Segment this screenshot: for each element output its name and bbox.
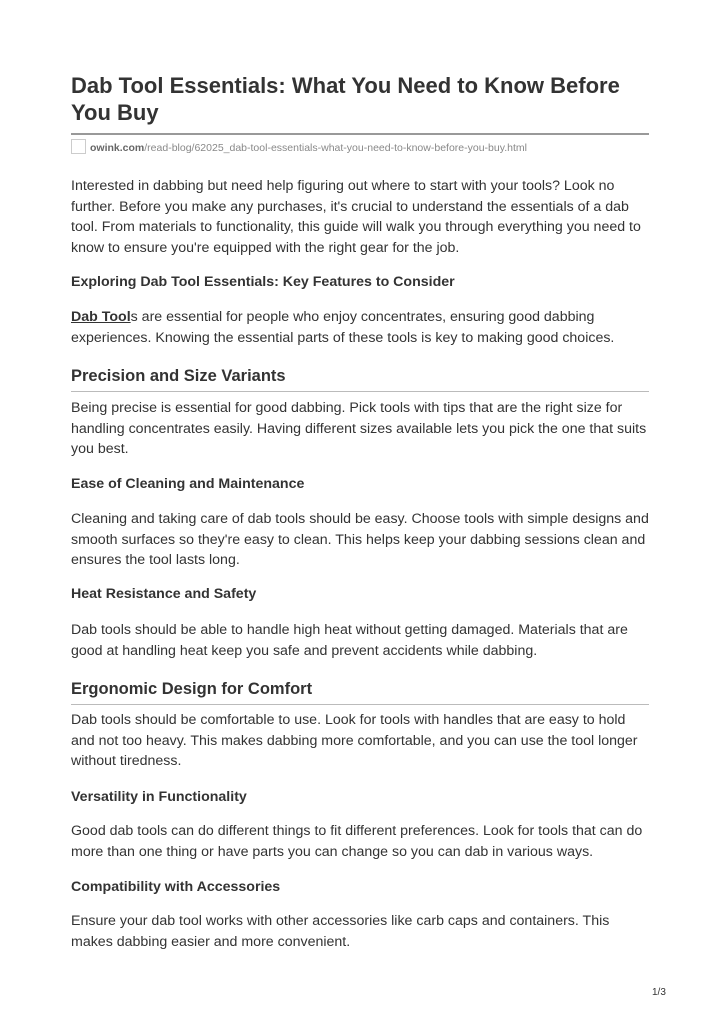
cleaning-paragraph: Cleaning and taking care of dab tools should be easy. Choose tools with simple designs and smooth surfaces so they're easy to clean. This helps keep your dabbing sessions clean and ensures the tool lasts long. [71, 511, 649, 568]
ergonomic-divider [71, 704, 649, 705]
source-domain[interactable]: owink.com [90, 142, 145, 154]
favicon-icon [71, 139, 86, 154]
title-divider [71, 133, 649, 135]
intro-paragraph: Interested in dabbing but need help figuring out where to start with your tools? Look no further. Before you make any purchases, it's crucial to understand the essentials of a dab tool. From materials to functionality, this guide will walk you through everything you need to know to ensure you're equipped with the right gear for the job. [71, 178, 641, 256]
compatibility-heading: Compatibility with Accessories [71, 879, 281, 895]
versatility-paragraph: Good dab tools can do different things to fit different preferences. Look for tools that can do more than one thing or have parts you can change so you can dab in various ways. [71, 823, 643, 860]
cleaning-heading: Ease of Cleaning and Maintenance [71, 476, 305, 492]
article-title: Dab Tool Essentials: What You Need to Know Before You Buy [71, 73, 620, 125]
dab-tool-link[interactable]: Dab Tool [71, 309, 131, 325]
ergonomic-paragraph: Dab tools should be comfortable to use. Look for tools with handles that are easy to hold and not too heavy. This makes dabbing more comfortable, and you can use the tool longer without tiredness. [71, 712, 638, 769]
compatibility-paragraph: Ensure your dab tool works with other accessories like carb caps and containers. This makes dabbing easier and more convenient. [71, 913, 610, 950]
source-url[interactable] [71, 139, 649, 156]
ergonomic-heading: Ergonomic Design for Comfort [71, 680, 313, 698]
heat-heading: Heat Resistance and Safety [71, 586, 257, 602]
heat-paragraph: Dab tools should be able to handle high heat without getting damaged. Materials that are good at handling heat keep you safe and prevent accidents while dabbing. [71, 622, 628, 659]
key-features-paragraph [71, 307, 649, 348]
precision-divider [71, 391, 649, 392]
source-path[interactable]: /read-blog/62025_dab-tool-essentials-what-you-need-to-know-before-you-buy.html [144, 142, 527, 154]
versatility-heading: Versatility in Functionality [71, 789, 247, 805]
precision-paragraph: Being precise is essential for good dabbing. Pick tools with tips that are the right size for handling concentrates easily. Having different sizes available lets you pick the one that suits you best. [71, 400, 647, 457]
precision-heading: Precision and Size Variants [71, 367, 286, 385]
key-features-heading: Exploring Dab Tool Essentials: Key Features to Consider [71, 274, 455, 290]
page-number: 1/3 [652, 987, 666, 998]
key-features-text: s are essential for people who enjoy concentrates, ensuring good dabbing experiences. Knowing the essential parts of these tools is key to making good choices. [71, 309, 615, 346]
